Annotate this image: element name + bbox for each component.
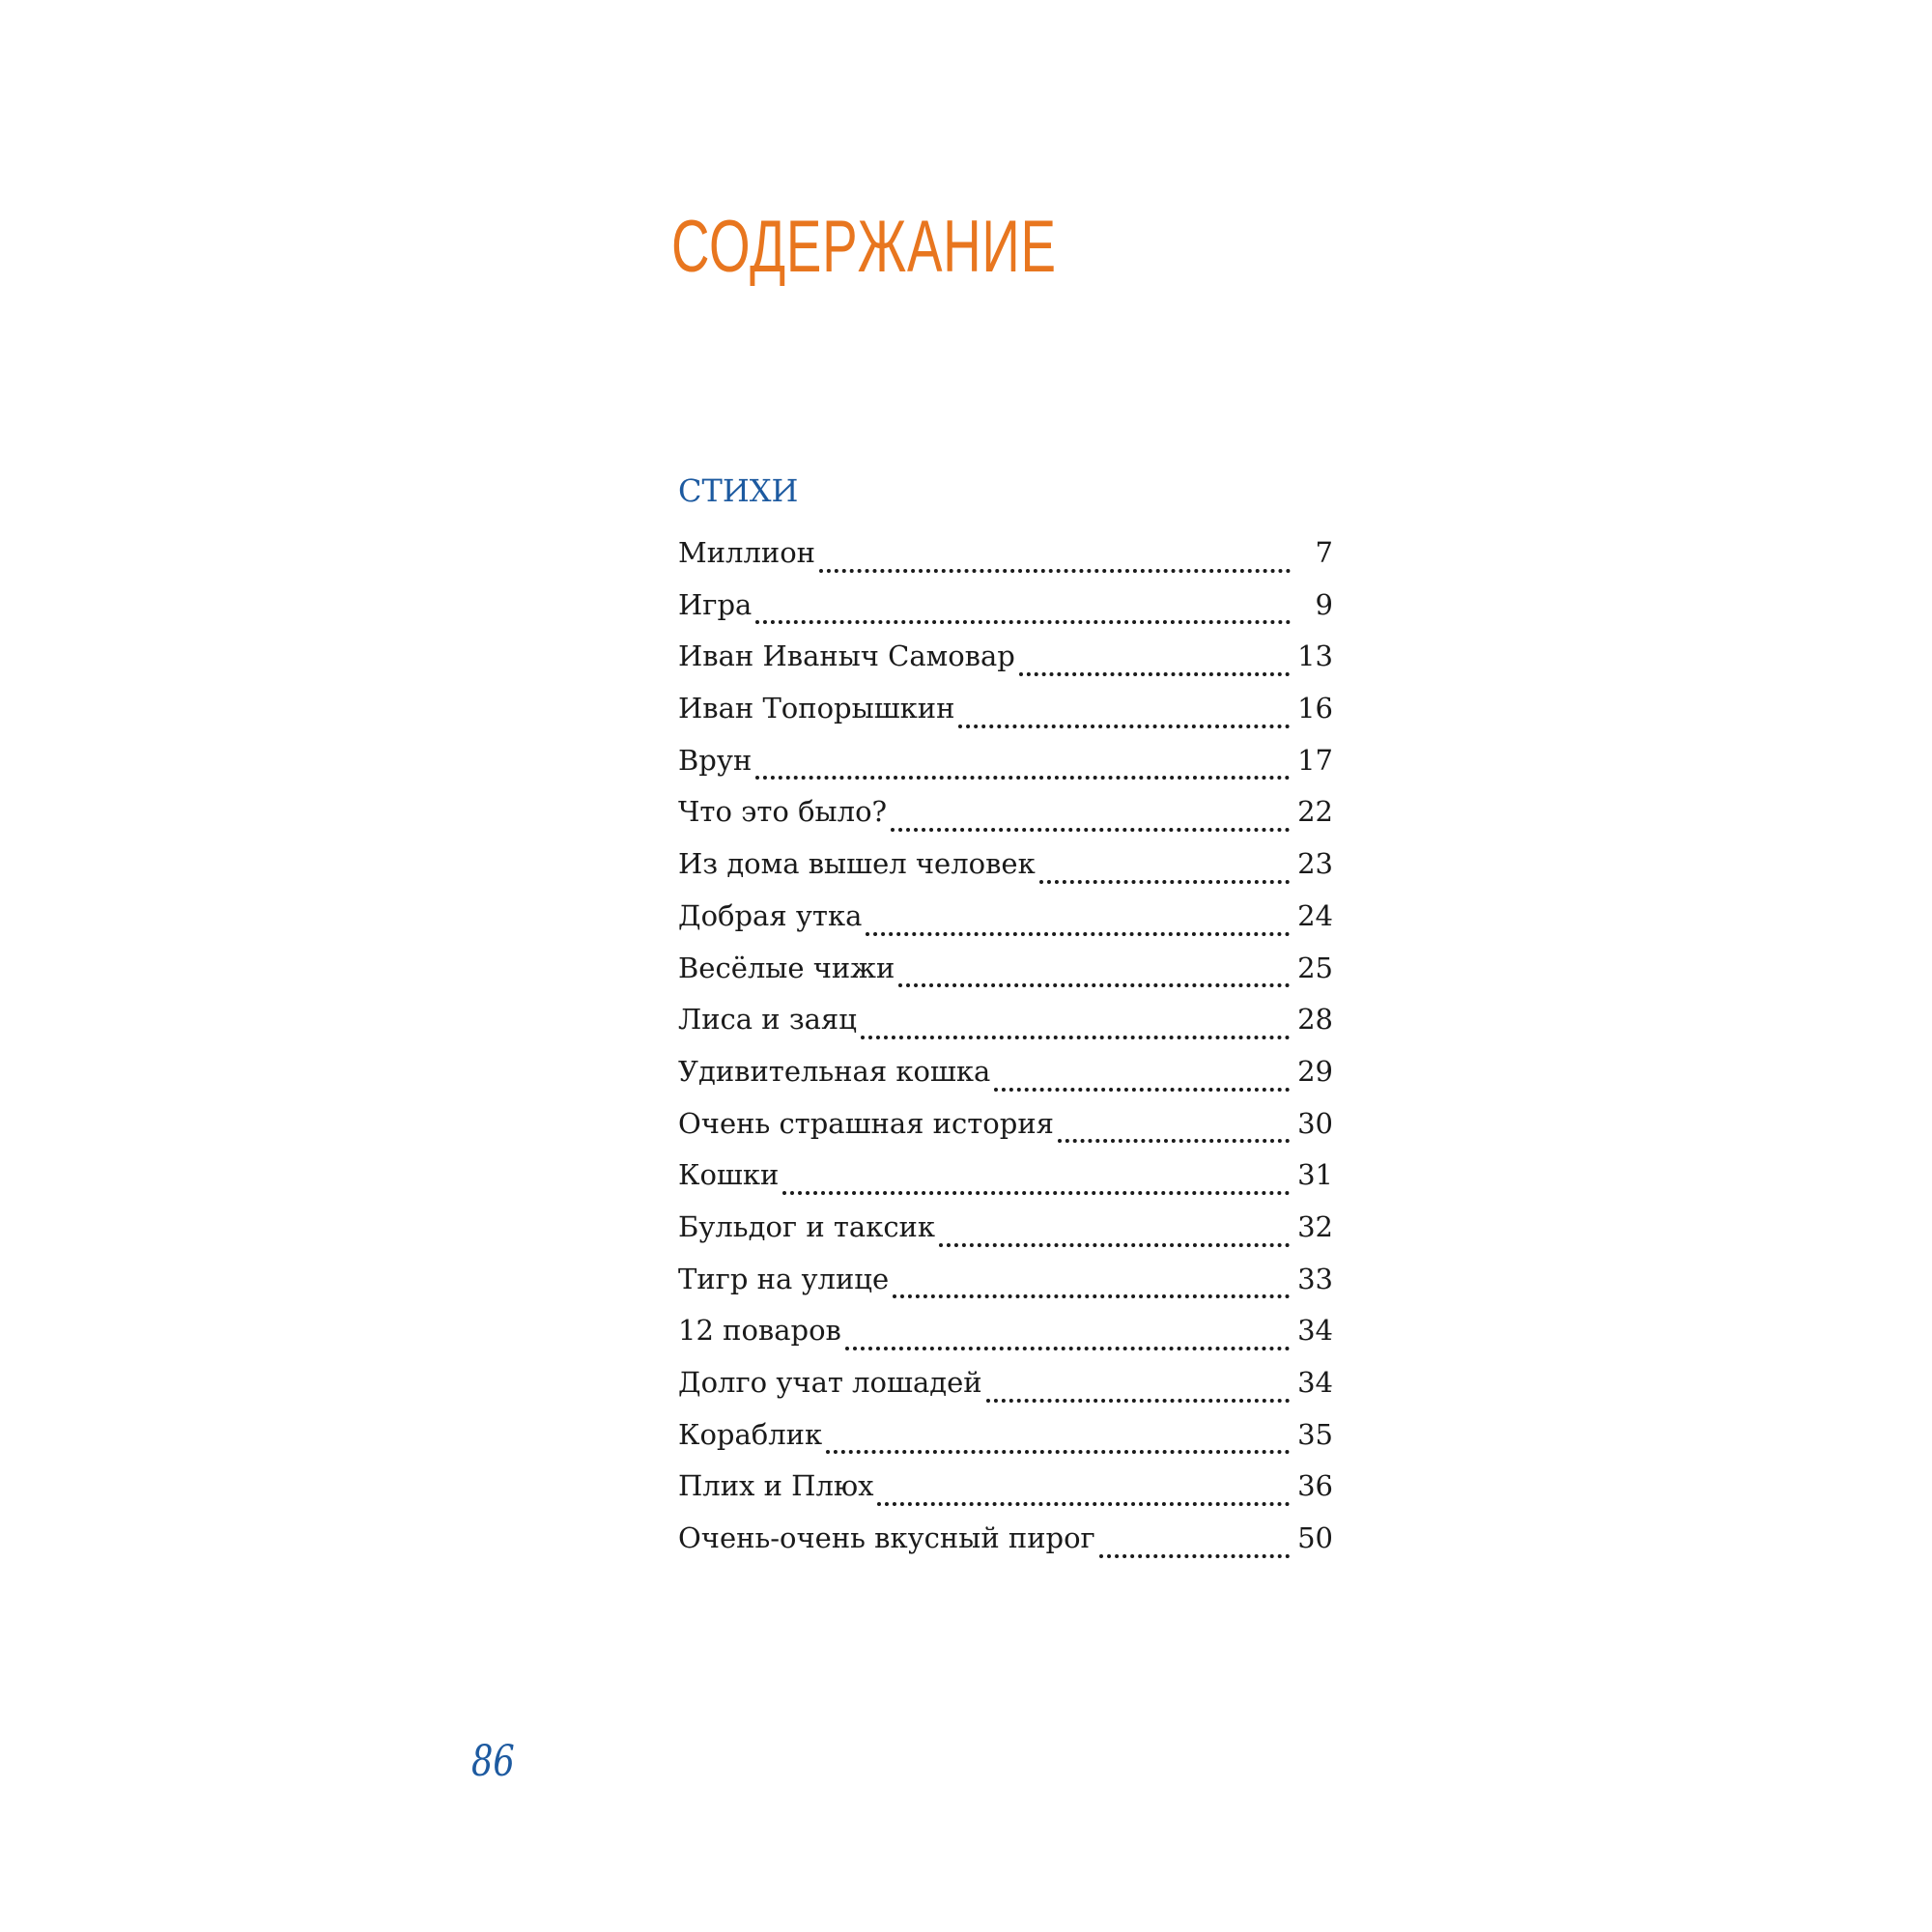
toc-entry[interactable] [678,744,1333,796]
toc-entry[interactable] [678,1158,1333,1210]
toc-leader-dots [898,983,1290,987]
toc-leader-dots [861,1036,1290,1039]
toc-entry[interactable] [678,1055,1333,1107]
toc-entry[interactable] [678,1366,1333,1418]
toc-entry[interactable] [678,847,1333,899]
toc-entry-title: Очень страшная история [678,1106,1054,1140]
toc-entry-page: 33 [1297,1262,1333,1295]
toc-leader-dots [1039,880,1290,884]
toc-entry-title: Кораблик [678,1417,823,1451]
toc-entry-title: Иван Иваныч Самовар [678,639,1015,673]
toc-entry-title: Игра [678,587,753,621]
toc-leader-dots [819,569,1291,573]
toc-leader-dots [1058,1139,1290,1143]
toc-leader-dots [994,1088,1290,1092]
toc-leader-dots [891,828,1290,832]
toc-entry[interactable] [678,1107,1333,1159]
toc-entry-title: Очень-очень вкусный пирог [678,1521,1095,1555]
toc-leader-dots [782,1191,1290,1195]
toc-entry[interactable] [678,1469,1333,1521]
toc-entry-page: 50 [1297,1521,1333,1555]
toc-entry[interactable] [678,639,1333,692]
toc-leader-dots [893,1294,1290,1298]
toc-entry-page: 30 [1297,1106,1333,1140]
toc-entry-page: 34 [1297,1314,1333,1348]
table-of-contents [678,536,1333,1574]
toc-entry-page: 7 [1315,536,1333,569]
toc-entry-title: Из дома вышел человек [678,847,1036,881]
toc-entry-page: 32 [1297,1209,1333,1243]
toc-leader-dots [755,776,1290,780]
toc-entry-title: Врун [678,743,753,777]
toc-leader-dots [1099,1554,1290,1558]
toc-leader-dots [1019,672,1290,676]
toc-entry[interactable] [678,899,1333,952]
toc-leader-dots [866,932,1290,936]
toc-entry-page: 24 [1297,898,1333,932]
toc-entry-page: 17 [1297,743,1333,777]
page-title: СОДЕРЖАНИЕ [671,206,1057,288]
toc-entry-title: 12 поваров [678,1314,841,1348]
toc-entry-title: Что это было? [678,795,888,829]
toc-entry[interactable] [678,1418,1333,1470]
page-number: 86 [471,1737,515,1786]
toc-entry[interactable] [678,1521,1333,1574]
toc-entry-title: Удивительная кошка [678,1054,991,1088]
toc-leader-dots [877,1502,1290,1506]
toc-entry[interactable] [678,1003,1333,1055]
toc-entry-title: Тигр на улице [678,1262,890,1295]
toc-entry-page: 23 [1297,847,1333,881]
toc-entry-page: 16 [1297,692,1333,725]
toc-entry-page: 25 [1297,951,1333,984]
toc-entry[interactable] [678,952,1333,1004]
toc-entry-page: 36 [1297,1469,1333,1503]
toc-entry[interactable] [678,692,1333,744]
toc-entry-title: Кошки [678,1158,780,1192]
toc-entry-page: 35 [1297,1417,1333,1451]
toc-entry-title: Лиса и заяц [678,1003,857,1037]
toc-entry-title: Плих и Плюх [678,1469,874,1503]
toc-entry-page: 28 [1297,1003,1333,1037]
toc-entry-page: 13 [1297,639,1333,673]
toc-entry[interactable] [678,1263,1333,1315]
toc-entry[interactable] [678,1314,1333,1366]
toc-entry[interactable] [678,536,1333,588]
toc-entry-title: Добрая утка [678,898,863,932]
section-heading-poems: СТИХИ [678,472,799,509]
toc-entry-page: 31 [1297,1158,1333,1192]
toc-entry[interactable] [678,1210,1333,1263]
toc-leader-dots [986,1399,1290,1403]
toc-leader-dots [845,1347,1290,1350]
toc-leader-dots [755,620,1291,624]
toc-entry-title: Долго учат лошадей [678,1366,982,1399]
toc-leader-dots [958,724,1290,728]
toc-entry[interactable] [678,588,1333,640]
toc-entry-title: Миллион [678,536,815,569]
toc-entry[interactable] [678,795,1333,847]
toc-leader-dots [939,1243,1290,1247]
toc-entry-page: 9 [1315,587,1333,621]
toc-leader-dots [826,1450,1290,1454]
toc-entry-title: Иван Топорышкин [678,692,955,725]
toc-entry-page: 34 [1297,1366,1333,1399]
toc-entry-title: Бульдог и таксик [678,1209,936,1243]
toc-entry-title: Весёлые чижи [678,951,895,984]
toc-entry-page: 22 [1297,795,1333,829]
toc-entry-page: 29 [1297,1054,1333,1088]
